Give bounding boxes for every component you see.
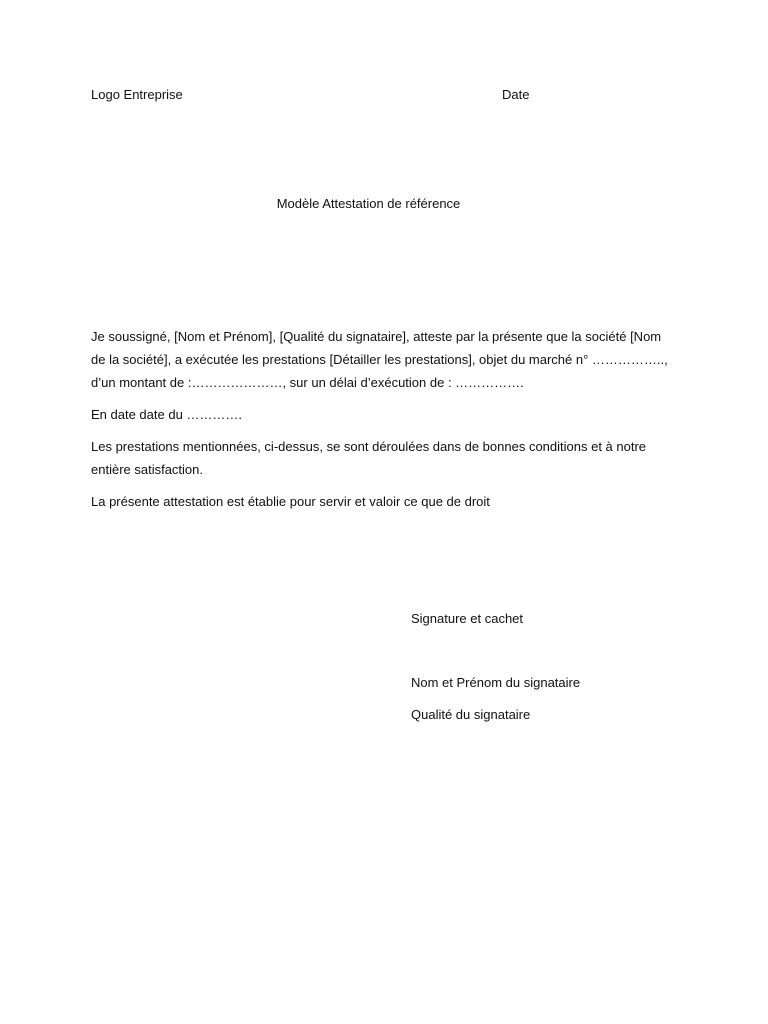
- signatory-name-label: Nom et Prénom du signataire: [411, 675, 581, 690]
- paragraph-line: d’un montant de :…………………, sur un délai d’exécution de : …………….: [91, 375, 524, 390]
- attestation-paragraph: [91, 325, 671, 394]
- paragraph-line: Les prestations mentionnées, ci-dessus, se sont déroulées dans de bonnes conditions et à notre: [91, 439, 647, 454]
- signature-stamp-label: Signature et cachet: [411, 611, 524, 626]
- attestation-body: [91, 325, 671, 522]
- document-title: Modèle Attestation de référence: [276, 196, 461, 211]
- company-logo-placeholder: Logo Entreprise: [91, 87, 183, 102]
- signatory-quality-label: Qualité du signataire: [411, 707, 531, 722]
- satisfaction-paragraph: [91, 435, 671, 481]
- paragraph-line: Je soussigné, [Nom et Prénom], [Qualité du signataire], atteste par la présente que la société [Nom: [91, 329, 662, 344]
- paragraph-line: de la société], a exécutée les prestations [Détailler les prestations], objet du marché n° ……………..,: [91, 352, 668, 367]
- date-placeholder: Date: [502, 87, 530, 102]
- closing-paragraph: La présente attestation est établie pour servir et valoir ce que de droit: [91, 494, 490, 509]
- paragraph-line: entière satisfaction.: [91, 462, 204, 477]
- date-paragraph: En date date du ………….: [91, 407, 243, 422]
